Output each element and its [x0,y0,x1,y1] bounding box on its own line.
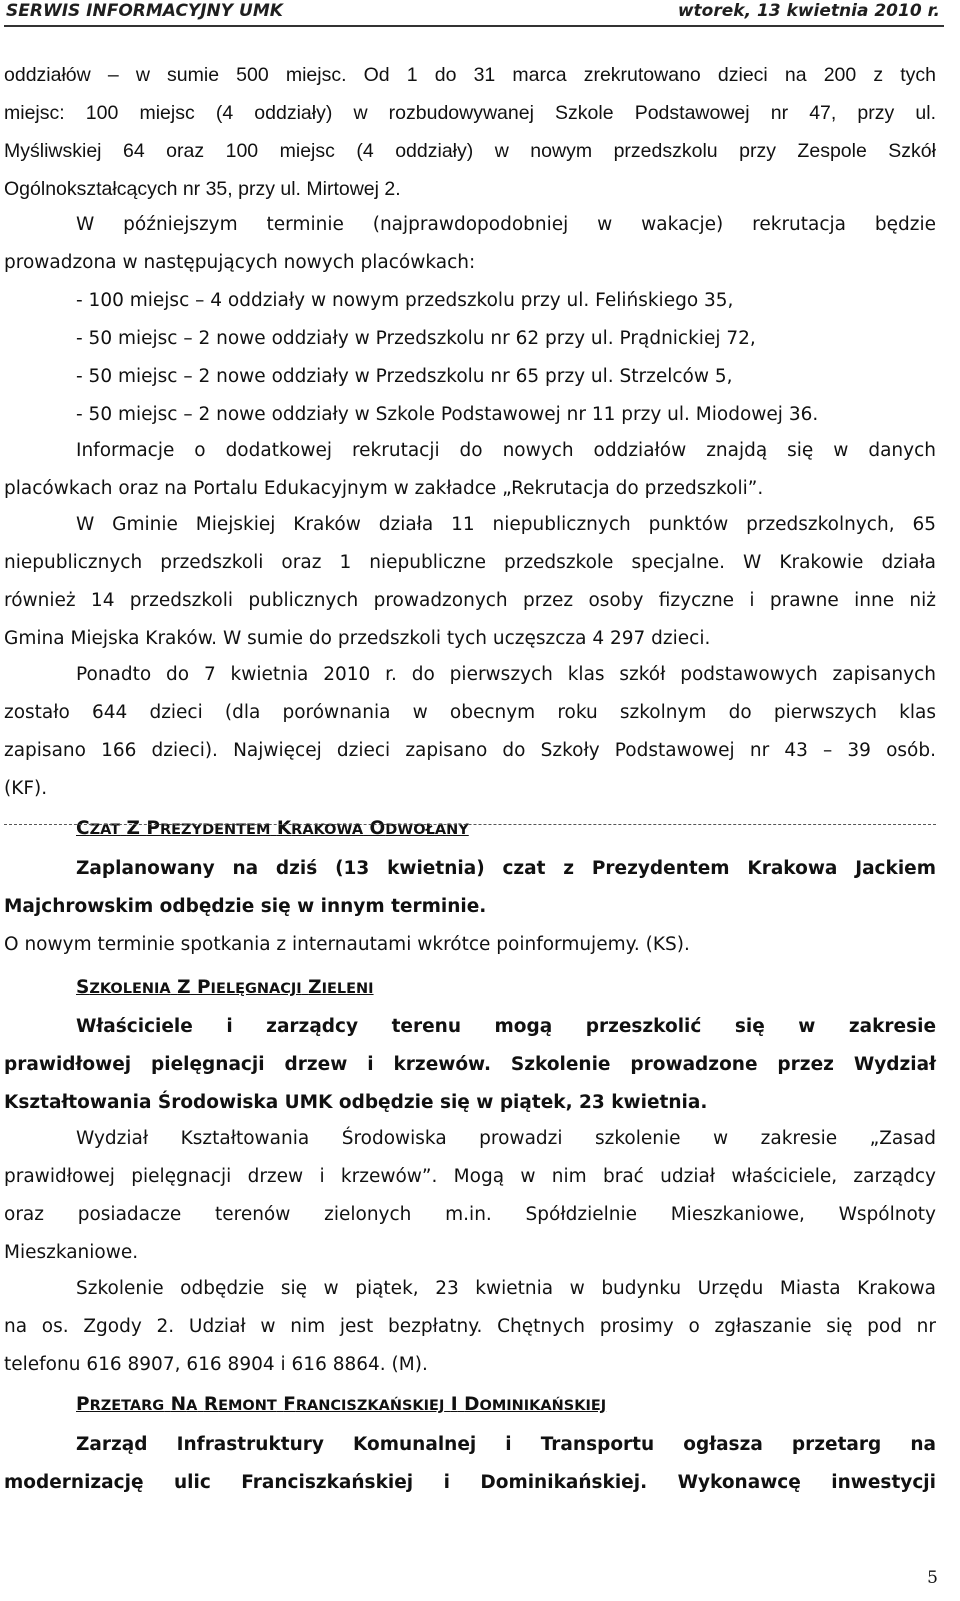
text-line: Zarząd Infrastruktury Komunalnej i Transportu ogłasza przetarg na [76,1434,936,1455]
text-line: - 50 miejsc – 2 nowe oddziały w Szkole Podstawowej nr 11 przy ul. Miodowej 36. [76,404,819,425]
text-line: Kształtowania Środowiska UMK odbędzie się w piątek, 23 kwietnia. [4,1092,708,1113]
text-line: Właściciele i zarządcy terenu mogą przeszkolić się w zakresie [76,1016,936,1037]
text-line: Informacje o dodatkowej rekrutacji do nowych oddziałów znajdą się w danych [76,440,936,461]
text-line: prowadzona w następujących nowych placówkach: [4,252,476,273]
text-line: Szkolenie odbędzie się w piątek, 23 kwietnia w budynku Urzędu Miasta Krakowa [76,1278,936,1299]
text-line: Gmina Miejska Kraków. W sumie do przedszkoli tych uczęszcza 4 297 dzieci. [4,628,711,649]
section-heading: SZKOLENIA Z PIELĘGNACJI ZIELENI [76,977,374,998]
text-line: - 100 miejsc – 4 oddziały w nowym przedszkolu przy ul. Felińskiego 35, [76,290,734,311]
text-line: prawidłowej pielęgnacji drzew i krzewów”. Mogą w nim brać udział właściciele, zarządcy [4,1166,936,1187]
header-rule [4,25,944,27]
header-publication: SERWIS INFORMACYJNY UMK [6,1,283,21]
page-number: 5 [927,1568,938,1588]
page-header [4,0,940,28]
text-line: placówkach oraz na Portalu Edukacyjnym w zakładce „Rekrutacja do przedszkoli”. [4,478,764,499]
text-line: Majchrowskim odbędzie się w innym terminie. [4,896,487,917]
text-line: prawidłowej pielęgnacji drzew i krzewów. Szkolenie prowadzone przez Wydział [4,1054,936,1075]
text-line: zapisano 166 dzieci). Najwięcej dzieci zapisano do Szkoły Podstawowej nr 43 – 39 osób. [4,740,936,761]
text-line: W późniejszym terminie (najprawdopodobniej w wakacje) rekrutacja będzie [76,214,936,235]
section-divider [4,824,936,825]
header-date: wtorek, 13 kwietnia 2010 r. [677,1,940,21]
text-line: Wydział Kształtowania Środowiska prowadzi szkolenie w zakresie „Zasad [76,1128,936,1149]
text-line: miejsc: 100 miejsc (4 oddziały) w rozbudowywanej Szkole Podstawowej nr 47, przy ul. [4,102,936,124]
text-line: W Gminie Miejskiej Kraków działa 11 niepublicznych punktów przedszkolnych, 65 [76,514,936,535]
text-line: zostało 644 dzieci (dla porównania w obecnym roku szkolnym do pierwszych klas [4,702,936,723]
text-line: oraz posiadacze terenów zielonych m.in. Spółdzielnie Mieszkaniowe, Wspólnoty [4,1204,936,1225]
text-line: Ponadto do 7 kwietnia 2010 r. do pierwszych klas szkół podstawowych zapisanych [76,664,936,685]
text-line: modernizację ulic Franciszkańskiej i Dominikańskiej. Wykonawcę inwestycji [4,1472,936,1493]
text-line: O nowym terminie spotkania z internautami wkrótce poinformujemy. (KS). [4,934,690,955]
text-line: na os. Zgody 2. Udział w nim jest bezpłatny. Chętnych prosimy o zgłaszanie się pod nr [4,1316,936,1337]
section-heading: CZAT Z PREZYDENTEM KRAKOWA ODWOŁANY [76,818,469,839]
section-heading: PRZETARG NA REMONT FRANCISZKAŃSKIEJ I DOMINIKAŃSKIEJ [76,1394,607,1415]
text-line: Mieszkaniowe. [4,1242,139,1263]
text-line: (KF). [4,778,48,799]
text-line: oddziałów – w sumie 500 miejsc. Od 1 do 31 marca zrekrutowano dzieci na 200 z tych [4,64,936,86]
text-line: Ogólnokształcących nr 35, przy ul. Mirtowej 2. [4,178,401,200]
text-line: telefonu 616 8907, 616 8904 i 616 8864. (M). [4,1354,428,1375]
text-line: - 50 miejsc – 2 nowe oddziały w Przedszkolu nr 65 przy ul. Strzelców 5, [76,366,733,387]
text-line: niepublicznych przedszkoli oraz 1 niepubliczne przedszkole specjalne. W Krakowie działa [4,552,936,573]
text-line: Myśliwskiej 64 oraz 100 miejsc (4 oddziały) w nowym przedszkolu przy Zespole Szkół [4,140,936,162]
text-line: - 50 miejsc – 2 nowe oddziały w Przedszkolu nr 62 przy ul. Prądnickiej 72, [76,328,756,349]
text-line: Zaplanowany na dziś (13 kwietnia) czat z Prezydentem Krakowa Jackiem [76,858,936,879]
text-line: również 14 przedszkoli publicznych prowadzonych przez osoby fizyczne i prawne inne niż [4,590,936,611]
